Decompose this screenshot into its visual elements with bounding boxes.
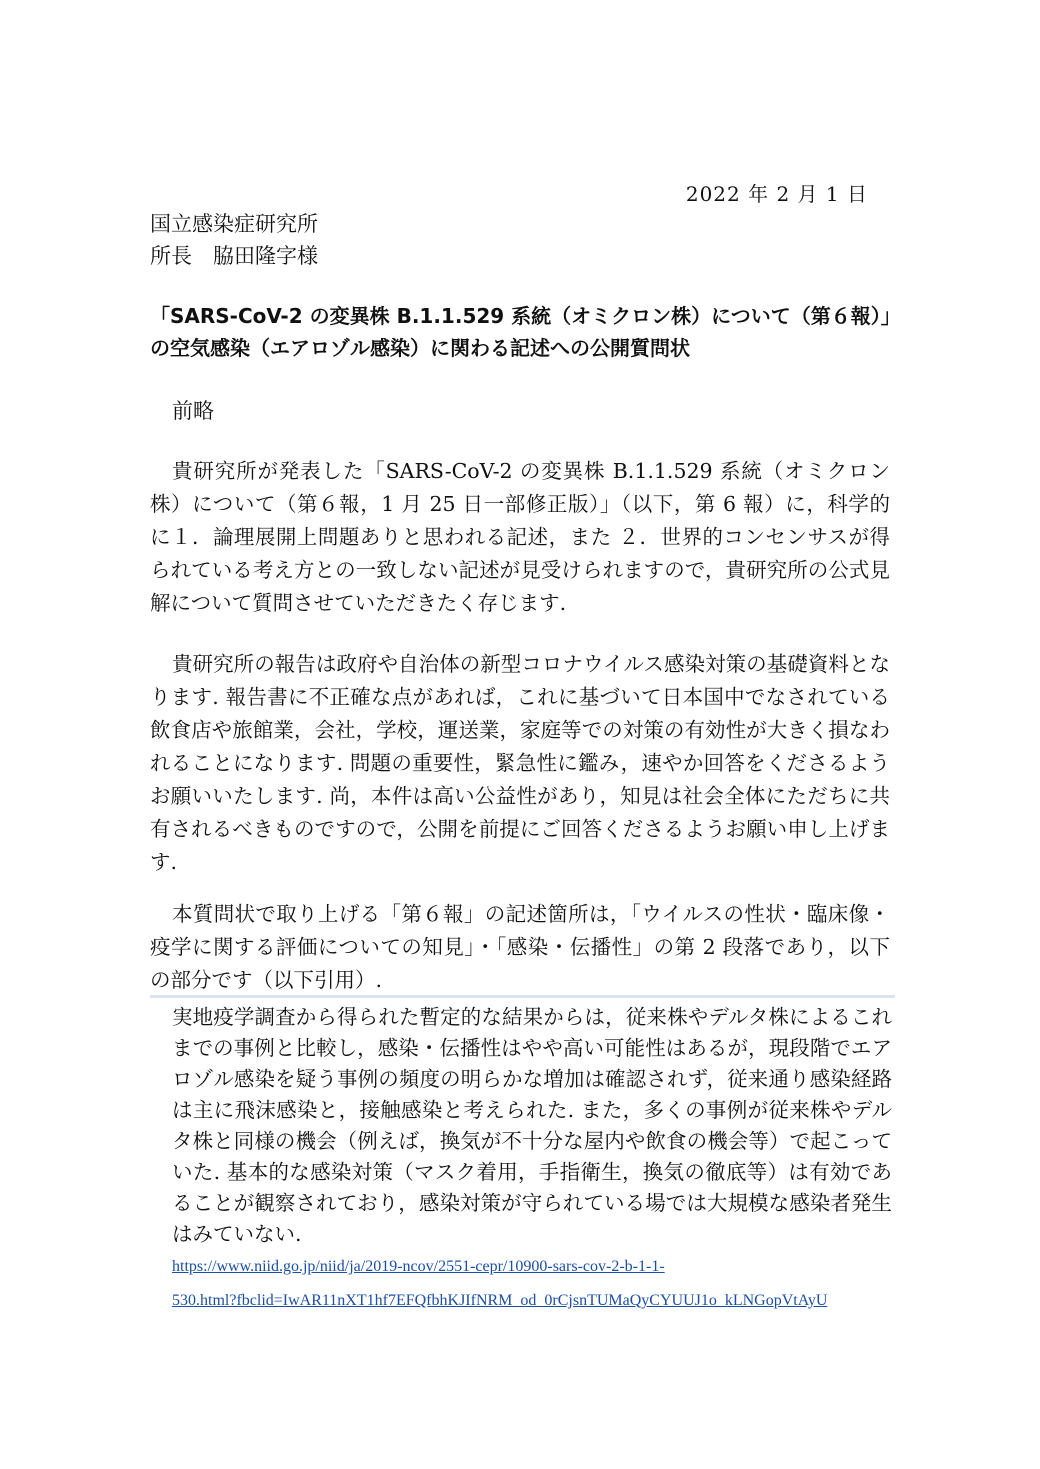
body-paragraph: 貴研究所の報告は政府や自治体の新型コロナウイルス感染対策の基礎資料となります. 報告書に不正確な点があれば，これに基づいて日本国中でなされている飲食店や旅館業，会社，学校，運送業，家庭等での対策の有効性が大きく損なわれることになります. 問題の重要性，緊急性に鑑み，速やか回答をくださるようお願いいたします. 尚，本件は高い公益性があり，知見は社会全体にただちに共有されるべきものですので，公開を前提にご回答くださるようお願い申し上げます. [150, 652, 890, 874]
body-paragraph: 本質問状で取り上げる「第６報」の記述箇所は，「ウイルスの性状・臨床像・疫学に関する評価についての知見」・「感染・伝播性」の第 2 段落であり，以下の部分です（以下引用）. [150, 902, 890, 992]
addressee-person: 所長 脇田隆字様 [150, 244, 318, 268]
addressee-organization: 国立感染症研究所 [150, 212, 318, 236]
title-line-1: 「SARS-CoV-2 の変異株 B.1.1.529 系統（オミクロン株）について（第６報）」 [150, 304, 901, 328]
source-link-line-2[interactable]: 530.html?fbclid=IwAR11nXT1hf7EFQfbhKJIfNRM_od_0rCjsnTUMaQyCYUUJ1o_kLNGopVtAyU [172, 1292, 828, 1309]
letter-title [150, 300, 910, 364]
letter-date: 2022 年 2 月 1 日 [685, 182, 868, 206]
title-line-2: の空気感染（エアロゾル感染）に関わる記述への公開質問状 [150, 336, 690, 360]
source-link-line-1[interactable]: https://www.niid.go.jp/niid/ja/2019-ncov/2551-cepr/10900-sars-cov-2-b-1-1- [172, 1258, 665, 1275]
quote-divider [150, 995, 895, 998]
addressee-block [150, 208, 318, 272]
salutation: 前略 [172, 399, 214, 423]
body-paragraph: 貴研究所が発表した「SARS-CoV-2 の変異株 B.1.1.529 系統（オミクロン株）について（第６報，1 月 25 日一部修正版）」（以下，第 6 報）に，科学的に１．論理展開上問題ありと思われる記述，また ２．世界的コンセンサスが得られている考え方との一致しない記述が見受けられますので，貴研究所の公式見解について質問させていただきたく存じます. [150, 459, 890, 615]
quoted-text: 実地疫学調査から得られた暫定的な結果からは，従来株やデルタ株によるこれまでの事例と比較し，感染・伝播性はやや高い可能性はあるが，現段階でエアロゾル感染を疑う事例の頻度の明らかな増加は確認されず，従来通り感染経路は主に飛沫感染と，接触感染と考えられた. また，多くの事例が従来株やデルタ株と同様の機会（例えば，換気が不十分な屋内や飲食の機会等）で起こっていた. 基本的な感染対策（マスク着用，手指衛生，換気の徹底等）は有効であることが観察されており，感染対策が守られている場では大規模な感染者発生はみていない. [172, 1005, 892, 1246]
